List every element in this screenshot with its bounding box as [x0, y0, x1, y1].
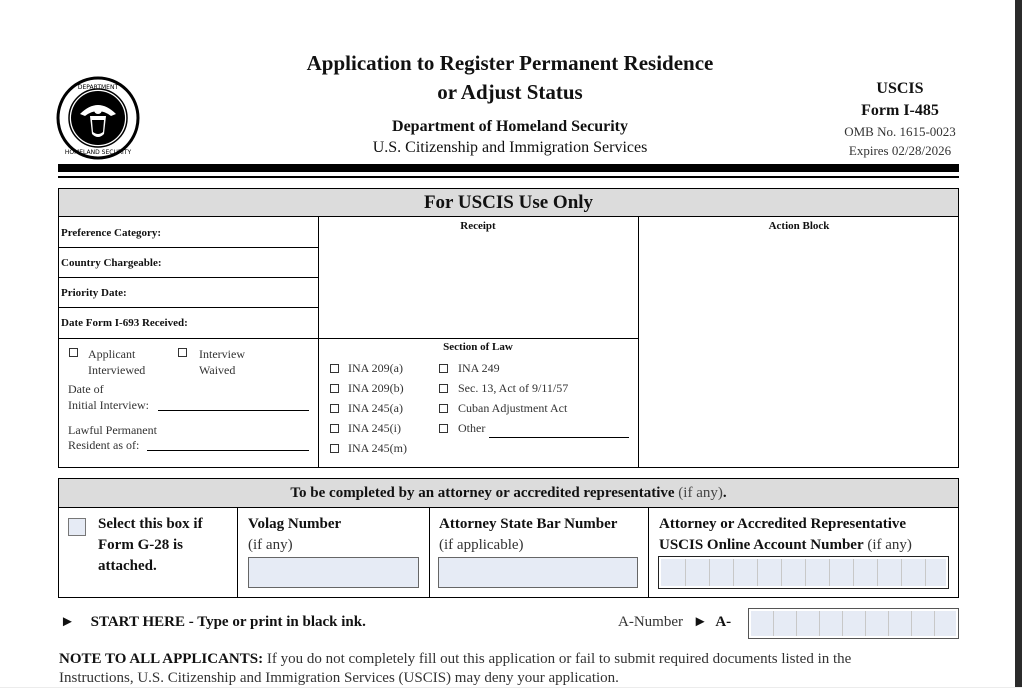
online-account-sub: (if any): [863, 537, 912, 553]
cell-divider: [877, 559, 878, 586]
svg-text:DEPARTMENT: DEPARTMENT: [77, 84, 119, 91]
g28-label-3: attached.: [98, 558, 157, 574]
ina-249-label: INA 249: [458, 361, 500, 375]
online-account-label-1: Attorney or Accredited Representative: [659, 516, 907, 532]
cell-divider: [805, 559, 806, 586]
divider: [429, 507, 430, 598]
g28-attached-checkbox[interactable]: [68, 518, 86, 536]
attorney-heading: [59, 479, 958, 508]
note-to-applicants: [59, 650, 979, 688]
interview-waived-label-2: Waived: [199, 363, 236, 377]
ina-245a-label: INA 245(a): [348, 401, 403, 415]
date-initial-interview-label: Date of: [68, 382, 104, 396]
sec13-checkbox[interactable]: [439, 384, 448, 393]
g28-label-2: Form G-28 is: [98, 537, 183, 553]
online-account-cells: [661, 559, 946, 586]
ina-245i-label: INA 245(i): [348, 421, 401, 435]
action-block-label: Action Block: [768, 220, 830, 232]
priority-date-label: Priority Date:: [61, 287, 127, 299]
ina-245m-label: INA 245(m): [348, 441, 407, 455]
online-account-label-2: USCIS Online Account Number: [659, 537, 864, 553]
cell-divider: [911, 611, 912, 636]
divider: [58, 247, 318, 248]
divider: [648, 507, 649, 598]
ina-209a-checkbox[interactable]: [330, 364, 339, 373]
divider: [58, 338, 638, 339]
applicant-interviewed-label-2: Interviewed: [88, 363, 146, 377]
interview-waived-checkbox[interactable]: [178, 348, 187, 357]
cell-divider: [709, 559, 710, 586]
window-edge: [1015, 0, 1022, 687]
lpr-as-of-label-2: Resident as of:: [68, 438, 140, 452]
cell-divider: [865, 611, 866, 636]
note-text-2: Instructions, U.S. Citizenship and Immigration Services (USCIS) may deny your application.: [59, 670, 619, 686]
applicant-interviewed-checkbox[interactable]: [69, 348, 78, 357]
divider: [638, 217, 639, 468]
a-number-label-row: [618, 614, 731, 631]
divider: [58, 277, 318, 278]
cell-divider: [829, 559, 830, 586]
note-text: If you do not completely fill out this application or fail to submit required documents listed in the: [263, 651, 852, 667]
lpr-as-of-label: Lawful Permanent: [68, 423, 157, 437]
preference-category-label: Preference Category:: [61, 227, 162, 239]
ina-245i-checkbox[interactable]: [330, 424, 339, 433]
cell-divider: [888, 611, 889, 636]
agency-short: USCIS: [876, 80, 924, 97]
omb-number: OMB No. 1615-0023: [844, 124, 956, 139]
ina-209b-checkbox[interactable]: [330, 384, 339, 393]
ina-245a-checkbox[interactable]: [330, 404, 339, 413]
attorney-heading-period: .: [722, 485, 727, 501]
cell-divider: [781, 559, 782, 586]
start-here-text: START HERE - Type or print in black ink.: [90, 614, 366, 630]
lpr-as-of-field[interactable]: [147, 450, 309, 451]
header-divider-thin: [58, 176, 959, 178]
a-number-label: A-Number: [618, 614, 683, 630]
department-name: Department of Homeland Security: [392, 118, 628, 135]
form-title-line2: or Adjust Status: [437, 80, 583, 104]
other-law-checkbox[interactable]: [439, 424, 448, 433]
cell-divider: [733, 559, 734, 586]
applicant-interviewed-label: Applicant: [88, 347, 136, 361]
state-bar-label: Attorney State Bar Number: [439, 516, 618, 532]
ina-209b-label: INA 209(b): [348, 381, 404, 395]
cell-divider: [925, 559, 926, 586]
online-account-number-input[interactable]: [658, 556, 949, 589]
receipt-label: Receipt: [460, 220, 496, 232]
svg-text:HOMELAND SECURITY: HOMELAND SECURITY: [64, 149, 132, 156]
other-law-field[interactable]: [489, 437, 629, 438]
start-arrow-icon: ►: [60, 614, 75, 630]
cell-divider: [773, 611, 774, 636]
divider: [58, 307, 318, 308]
a-number-cells: [751, 611, 956, 636]
sec13-label: Sec. 13, Act of 9/11/57: [458, 381, 569, 395]
cuban-adjustment-label: Cuban Adjustment Act: [458, 401, 568, 415]
cell-divider: [796, 611, 797, 636]
volag-label: Volag Number: [248, 516, 342, 532]
other-law-label: Other: [458, 421, 486, 435]
date-initial-interview-field[interactable]: [158, 410, 309, 411]
attorney-heading-normal: (if any): [674, 485, 723, 501]
cell-divider: [842, 611, 843, 636]
cell-divider: [901, 559, 902, 586]
cell-divider: [853, 559, 854, 586]
state-bar-sub: (if applicable): [439, 537, 524, 553]
a-number-prefix: A-: [715, 614, 732, 630]
form-title-line1: Application to Register Permanent Residence: [306, 51, 714, 75]
cell-divider: [934, 611, 935, 636]
section-of-law-label: Section of Law: [443, 341, 513, 353]
form-number: Form I-485: [861, 102, 939, 119]
cuban-adjustment-checkbox[interactable]: [439, 404, 448, 413]
cell-divider: [685, 559, 686, 586]
ina-249-checkbox[interactable]: [439, 364, 448, 373]
header-divider-thick: [58, 164, 959, 172]
attorney-heading-bold: To be completed by an attorney or accredited representative: [290, 485, 675, 501]
date-i693-label: Date Form I-693 Received:: [61, 317, 188, 329]
a-number-input[interactable]: [748, 608, 959, 639]
g28-label-1: Select this box if: [98, 516, 203, 532]
country-chargeable-label: Country Chargeable:: [61, 257, 162, 269]
cell-divider: [819, 611, 820, 636]
state-bar-number-input[interactable]: [438, 557, 638, 588]
online-account-label-2-wrap: [659, 537, 912, 554]
a-number-arrow-icon: ►: [692, 614, 708, 630]
date-initial-interview-label-2: Initial Interview:: [68, 398, 149, 412]
uscis-use-only-heading: For USCIS Use Only: [59, 189, 958, 217]
volag-number-input[interactable]: [248, 557, 419, 588]
agency-name: U.S. Citizenship and Immigration Services: [372, 139, 648, 156]
cell-divider: [757, 559, 758, 586]
start-here-row: [60, 614, 366, 631]
ina-245m-checkbox[interactable]: [330, 444, 339, 453]
divider: [237, 507, 238, 598]
note-heading: NOTE TO ALL APPLICANTS:: [59, 651, 264, 667]
interview-waived-label: Interview: [199, 347, 245, 361]
volag-sub: (if any): [248, 537, 293, 553]
expiration-date: Expires 02/28/2026: [848, 143, 952, 158]
ina-209a-label: INA 209(a): [348, 361, 403, 375]
dhs-seal-icon: [56, 76, 140, 160]
